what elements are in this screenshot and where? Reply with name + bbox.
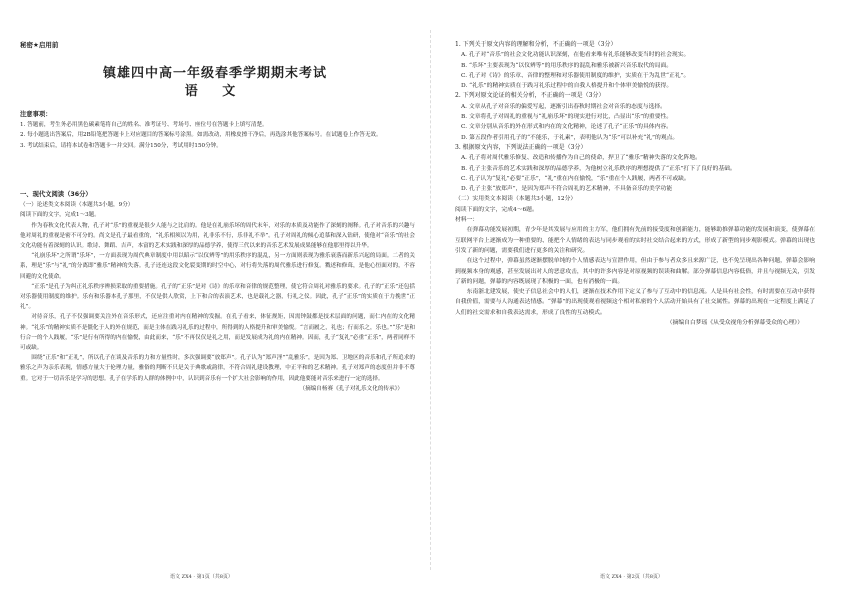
passage-source: （摘编自杨赛《孔子对礼乐文化的传承》）	[299, 385, 403, 392]
page-footer: 语文 ZX4 · 第2页（共8页）	[600, 574, 663, 580]
passage-block	[20, 190, 415, 394]
question-option: A. 孔子将对周代雅乐修复、改造和传播作为自己的使命，捍卫了“雅乐”精神失落的文化阵地。	[461, 155, 701, 162]
question-option: A. 文章从孔子对音乐的偏爱写起，逐渐引出春秋时期社会对音乐的态度与选择。	[461, 103, 666, 110]
question-option: D. 第五段作者引用孔子的“不能乐，于礼素”，表明他认为“乐”可以补充“礼”的观点。	[461, 134, 679, 141]
passage-paragraph: 在弹幕功能发展初期，青少年是其发展与应用的主力军，他们拥有先前的接受度和创新能力，能够助推弹幕功能的发展和演变，使弹幕在互联网平台上逐渐成为一种重要的、能把个人情绪的表达与同步观看的实时社交结合起来的方式，形成了新型的同步观影模式。弹幕的出现也引发了新的问题，需要我们进行更多的关注和研究。	[455, 227, 815, 254]
question-option: B. 孔子主张音乐的艺术实践和深厚的品德学养，为他树立礼乐秩序的理想提供了“正乐”打下了良好的基础。	[461, 165, 736, 172]
passage-source: （摘编自白梦瑶《从受众视角分析弹幕受众的心理》）	[666, 320, 803, 327]
passage-paragraph: 围绕“正乐”和“正礼”，所以孔子在谈及音乐的力和方量性时，多次强调要“放郑声”。孔子认为“郑声淫”“乱雅乐”，是因为郑、卫地区的音乐和孔子所追求的雅乐之声为亲乐表现，情感方量大于伦理力量，雅俗的判断不只是关于典歌或韵律，不符合周礼建设教理，中正平和的艺术精神。孔子对郑声的态度但并非不尊重。它对于一切音乐是学习的思想。孔子在学乐的人群的体例中中，认识到音乐有一个扩大社会影响的作用，因此他要能对音乐来进行一定的选择。	[20, 355, 415, 382]
passage-paragraph: “正乐”是孔子为纠正礼乐秩序辨损采取的重要措施。孔子的“正乐”是对《诗》的乐章和音律的规范整理，使它符合周礼对雅乐的要求。孔子的“正乐”还包括对乐器使用制度的维护。乐有和乐器本孔子那里，不仅是供人欣赏，上下和合的表演艺术，也是载礼之器，行礼之仪。因此，孔子“正乐”的实质在于力挽世“正礼”。	[20, 283, 415, 311]
notice-block	[20, 110, 415, 151]
passage-paragraph: 在这个过程中，弹幕虽然逐渐摆脱单纯的个人情感表达与宣泄作用，但由于参与者众多且来源广泛，也不免呈现出各种问题，弹幕会影响到视频本身的观感，甚至发展出对人的恶意攻击，其中的许多内容是对原视频的误读和曲解。部分弹幕信息内容低俗，并且与视频无关，引发了新的问题，弹幕的内容既展现了积极的一面，也有消极的一面。	[455, 258, 815, 285]
notice-item: 1. 答题前，考生务必用黑色碳素笔将自己的姓名、准考证号、考场号、座位号在答题卡上填写清楚。	[20, 122, 268, 129]
question-option: A. 孔子对“音乐”的社会文化功能认识深刻，在他看来唯有礼乐能够改变当时的社会现实。	[461, 52, 690, 59]
page-footer: 语文 ZX4 · 第1页（共8页）	[170, 574, 233, 580]
question-option: D. “礼乐”的精神实质在于践习礼乐过程中的自我人格提升和个体审美愉悦的获得。	[461, 83, 673, 90]
material-label: 材料一：	[455, 217, 479, 224]
passage-paragraph: “礼崩乐坏”之所谓“乐坏”，一方面表现为周代典章制度中用以昭示“以仪辨等”的用乐秩序的混乱，另一方面则表现为雅乐衰落而新乐兴起的局面。二者的关系，理是“乐”与“礼”的分离即“雅乐”精神的失落。孔子还连这段文化裂变期的时空中心，对行将失落的周代雅乐进行修复。戮述和修葺，是他心恒面对的，不容回避的文化使命。	[20, 253, 415, 280]
question-stem: 3. 根据原文内容，下列说法正确的一项是（3分）	[455, 143, 587, 151]
notice-item: 3. 考试结束后，请将本试卷和答题卡一并交回。满分150分，考试用时150分钟。	[20, 142, 222, 149]
question-option: C. 文章分别从音乐的外在形式和内在的文化精神，论述了孔子“正乐”的具体内容。	[461, 124, 672, 131]
instruction: 阅读下面的文字，完成4～6题。	[455, 206, 538, 213]
question-option: C. 孔子认为“复礼”必要“正乐”，“礼”重在内在愉悦，“乐”重在个人践履，两者不可或缺。	[461, 175, 690, 182]
confidential-label: 秘密★启用前	[20, 41, 59, 49]
subsection-heading: （一）论述类文本阅读（本题共3小题，9分）	[20, 202, 134, 209]
question-option: D. 孔子主张“放郑声”，是因为郑声不符合周礼的艺术精神，不具备音乐的美学功能	[461, 186, 673, 193]
questions-block	[455, 40, 815, 328]
question-option: B. 文章将孔子对周礼的重视与“礼崩乐坏”的现实进行对比，凸显出“乐”的重要性。	[461, 114, 673, 121]
passage-paragraph: 作为春秋文化代表人物，孔子对“乐”的重视是很少人能与之比肩的。他是在礼崩乐坏的周代末年，对乐的本质及功能作了深刻的阐释。孔子对音乐的兴趣与他对周礼的重视是密不可分的。尚文是孔子最看重的，“礼乐相须以为用，礼非乐不行，乐非礼不举”。孔子对周礼的倾心追慕和深入钻研，使他对“音乐”的社会文化功能有着深刻的认识。歌诗、舞蹈、吉声，本富的艺术实践和深厚的品德学养，使得三代以来的音乐艺术发展成果能够在他那里得以升华。	[20, 222, 415, 250]
question-stem: 2. 下列对原文论证的相关分析，不正确的一项是（3分）	[455, 92, 605, 100]
notice-item: 2. 每小题选出答案后，用2B铅笔把答题卡上对应题目的答案标号涂黑。如需改动，用橡皮擦干净后，再选涂其他答案标号。在试题卷上作答无效。	[20, 132, 382, 139]
question-option: B. “乐坏”主要表现为“以仪辨等”的用乐秩序的混乱和雅乐被新兴音乐取代的局面。	[461, 62, 673, 69]
section-heading: 一、现代文阅读（36分）	[20, 191, 92, 198]
question-stem: 1. 下列关于原文内容的理解和分析，不正确的一项是（3分）	[455, 41, 617, 48]
instruction: 阅读下面的文字，完成1～3题。	[20, 212, 100, 219]
subsection-heading: （二）实用类文本阅读（本题共3小题，12分）	[455, 196, 577, 203]
notice-heading: 注意事项：	[20, 111, 52, 118]
exam-subject: 语 文	[184, 84, 246, 99]
question-option: C. 孔子对《诗》的乐章、音律的整理和对乐器使用制度的维护，实质在于为乱世“正礼”。	[461, 72, 690, 79]
passage-paragraph: 东南浙北建发展，使史子信息社会中的人们，逐渐在技术作用下定义了参与了互动中的信息流。人是具有社会性，有时需要在互动中获得自我价值，需要与人沟通表达情感。“弹幕”的出现使观看视频这个相对私密的个人活动开始具有了社交属性。弹幕的出现在一定程度上满足了人们的社交需求和自我表达需求，形成了良性的互动模式。	[455, 289, 815, 316]
exam-title: 镇雄四中高一年级春季学期期末考试	[102, 66, 327, 81]
passage-paragraph: 对待音乐，孔子不仅强调要关注外在音乐形式，还应注重对内在精神的发掘。在孔子看来，体征规矩，因需钟鼓都是技术层面的问题，而仁内在的文化精神。“礼乐”的精神实质不是僵化于人的外在规范，而是主体在践习礼乐的过程中，所得到的人格提升和审美愉悦。“言而履之，礼也；行而乐之，乐也。”“乐”是和行合一的个人践履，“乐”是行有所得的内在愉悦，由此而来，“乐”不再仅仅是礼之用，而是发展成为礼的内在精神。因而，孔子“复礼”必重“正乐”，两者同样不可或缺。	[20, 314, 415, 352]
